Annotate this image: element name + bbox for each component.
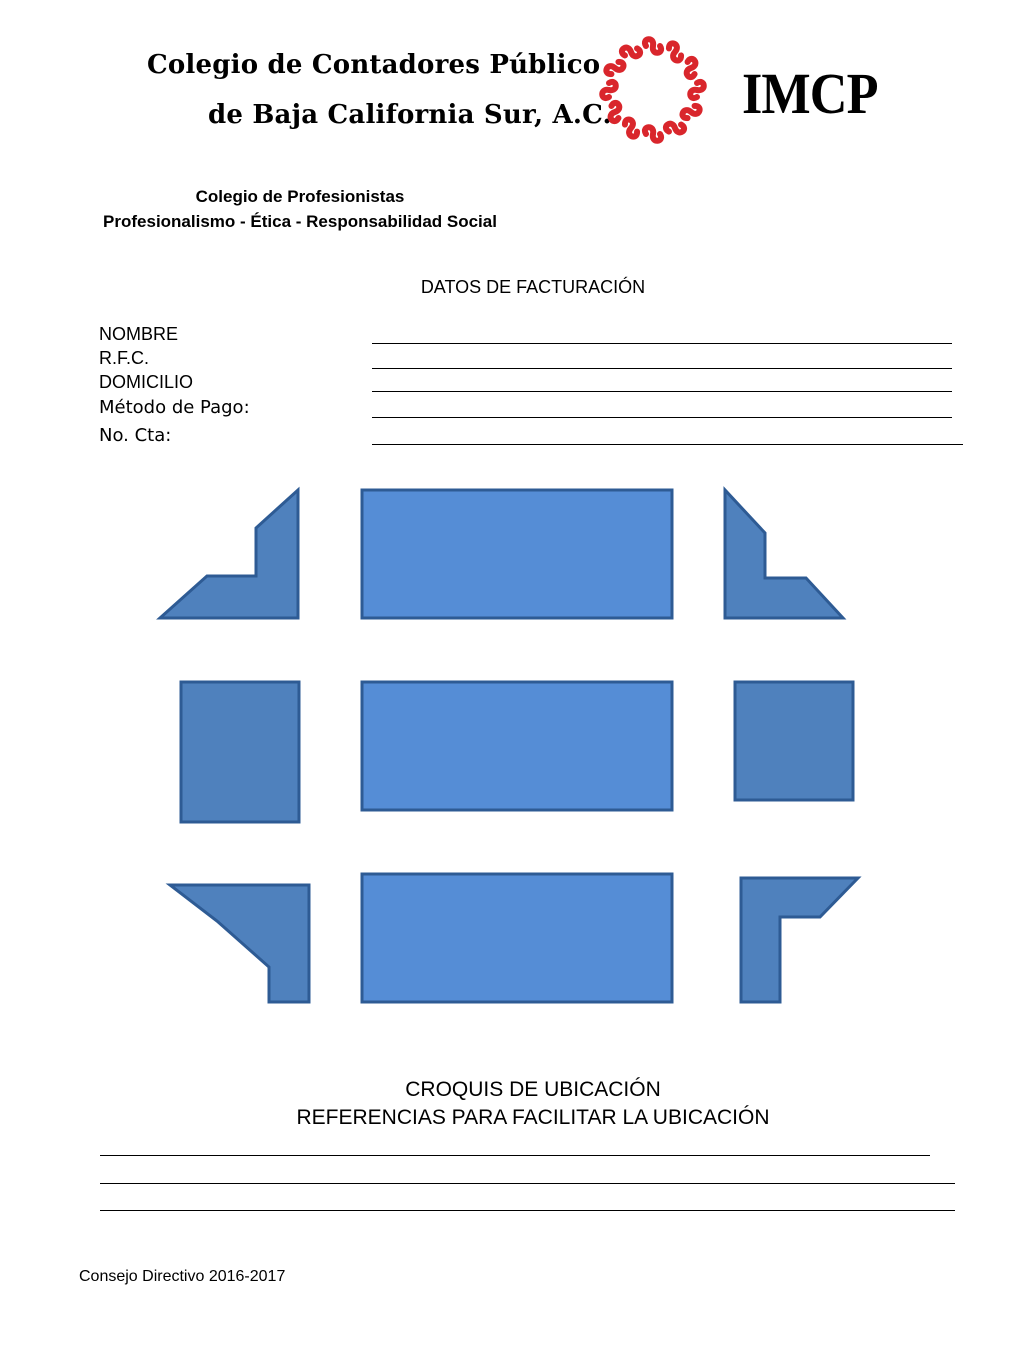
- field-line-metodo-pago[interactable]: [372, 417, 952, 418]
- logo-ribbon-loop: [605, 102, 625, 123]
- map-block-middle-left: [181, 682, 299, 822]
- field-line-nombre[interactable]: [372, 343, 952, 344]
- footer-text: Consejo Directivo 2016-2017: [79, 1268, 286, 1285]
- map-block-top-center: [362, 490, 672, 618]
- field-line-no-cta[interactable]: [372, 444, 963, 445]
- map-block-middle-right: [735, 682, 853, 800]
- field-label-metodo-pago: Método de Pago:: [99, 397, 250, 418]
- logo-ribbon-loop: [621, 118, 642, 138]
- croquis-heading: CROQUIS DE UBICACIÓN: [405, 1078, 661, 1101]
- field-label-nombre: NOMBRE: [99, 324, 179, 344]
- logo-ribbon-loop: [665, 42, 686, 62]
- map-block-bottom-center: [362, 874, 672, 1002]
- field-line-domicilio[interactable]: [372, 391, 952, 392]
- logo-ribbon-loop: [645, 39, 661, 53]
- map-corner-top-right: [725, 490, 843, 618]
- red-ribbon-swirl-logo-icon: [588, 28, 718, 153]
- map-corner-bottom-right: [741, 878, 858, 1002]
- reference-line-1[interactable]: [100, 1155, 930, 1156]
- logo-ribbon-loop: [681, 102, 701, 123]
- field-label-domicilio: DOMICILIO: [99, 372, 194, 392]
- map-block-middle-center: [362, 682, 672, 810]
- org-name-line1: Colegio de Contadores Público: [147, 50, 601, 80]
- field-label-rfc: R.F.C.: [99, 348, 150, 368]
- subheader-line1: Colegio de Profesionistas: [195, 187, 405, 206]
- logo-ribbon-loop: [690, 82, 704, 98]
- logo-ribbon-loop: [621, 42, 642, 62]
- reference-line-3[interactable]: [100, 1210, 955, 1211]
- references-heading: REFERENCIAS PARA FACILITAR LA UBICACIÓN: [296, 1106, 770, 1129]
- logo-ribbon-loop: [602, 82, 616, 98]
- logo-ribbon-loop: [681, 58, 701, 79]
- map-corner-bottom-left: [170, 885, 309, 1002]
- field-label-no-cta: No. Cta:: [99, 425, 172, 446]
- location-sketch-map: [0, 470, 1024, 1030]
- brand-imcp: IMCP: [742, 61, 878, 126]
- billing-heading: DATOS DE FACTURACIÓN: [420, 277, 646, 297]
- logo-ribbon-loop: [665, 118, 686, 138]
- subheader-line2: Profesionalismo - Ética - Responsabilidad Social: [103, 212, 497, 231]
- reference-line-2[interactable]: [100, 1183, 955, 1184]
- map-corner-top-left: [160, 490, 298, 618]
- org-name-line2: de Baja California Sur, A.C.: [208, 100, 612, 130]
- logo-ribbon-loop: [645, 127, 661, 141]
- field-line-rfc[interactable]: [372, 368, 952, 369]
- logo-ribbon-loop: [605, 58, 625, 79]
